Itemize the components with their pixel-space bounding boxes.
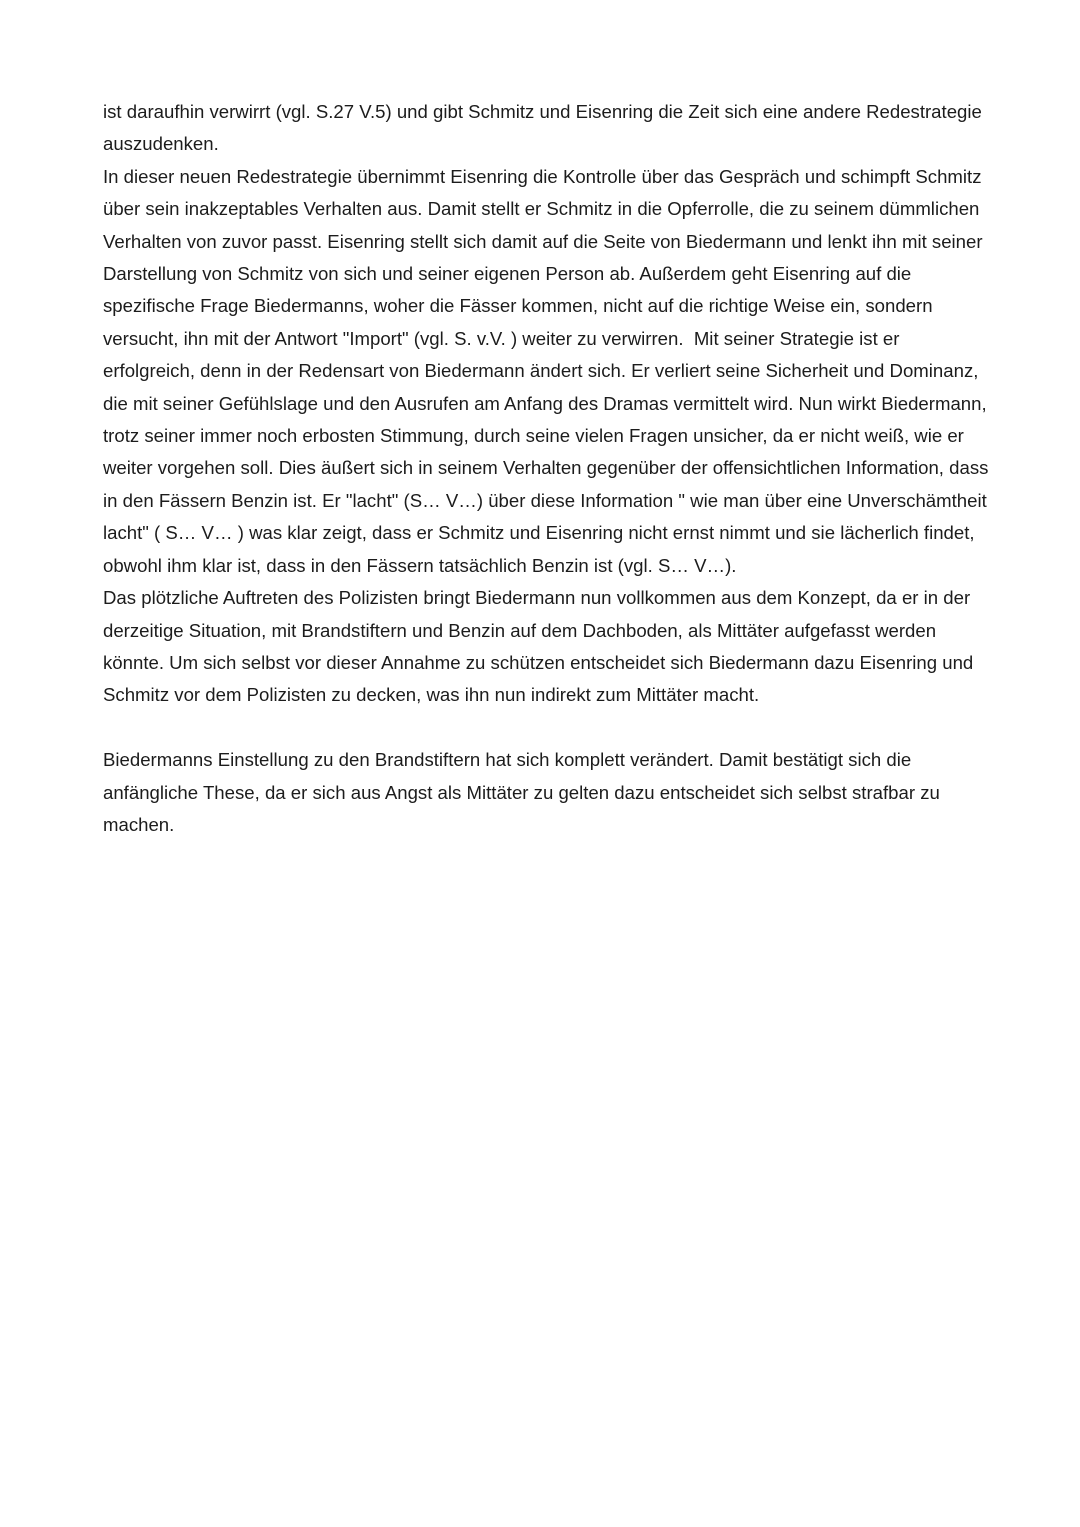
paragraph-polizist: Das plötzliche Auftreten des Polizisten bringt Biedermann nun vollkommen aus dem Konzept, da er in der derzeitige Situation, mit Brandstiftern und Benzin auf dem Dachboden, als Mittäter aufgefasst werden könnte. Um sich selbst vor dieser Annahme zu schützen entscheidet sich Biedermann dazu Eisenring und Schmitz vor dem Polizisten zu decken, was ihn nun indirekt zum Mittäter macht. [103,587,979,706]
paragraph-redestrategie: In dieser neuen Redestrategie übernimmt Eisenring die Kontrolle über das Gespräch und schimpft Schmitz über sein inakzeptables Verhalten aus. Damit stellt er Schmitz in die Opferrolle, die zu seinem dümmlichen Verhalten von zuvor passt. Eisenring stellt sich damit auf die Seite von Biedermann und lenkt ihn mit seiner Darstellung von Schmitz von sich und seiner eigenen Person ab. Außerdem geht Eisenring auf die spezifische Frage Biedermanns, woher die Fässer kommen, nicht auf die richtige Weise ein, sondern versucht, ihn mit der Antwort "Import" (vgl. S. v.V. ) weiter zu verwirren. Mit seiner Strategie ist er erfolgreich, denn in der Redensart von Biedermann ändert sich. Er verliert seine Sicherheit und Dominanz, die mit seiner Gefühlslage und den Ausrufen am Anfang des Dramas vermittelt wird. Nun wirkt Biedermann, trotz seiner immer noch erbosten Stimmung, durch seine vielen Fragen unsicher, da er nicht weiß, wie er weiter vorgehen soll. Dies äußert sich in seinem Verhalten gegenüber der offensichtlichen Information, dass in den Fässern Benzin ist. Er "lacht" (S… V…) über diese Information " wie man über eine Unverschämtheit lacht" ( S… V… ) was klar zeigt, dass er Schmitz und Eisenring nicht ernst nimmt und sie lächerlich findet, obwohl ihm klar ist, dass in den Fässern tatsächlich Benzin ist (vgl. S… V…). [103,165,994,576]
paragraph-intro: ist daraufhin verwirrt (vgl. S.27 V.5) und gibt Schmitz und Eisenring die Zeit sich eine andere Redestrategie auszudenken. [103,101,988,155]
paragraph-spacer [103,712,993,744]
document-body [103,96,993,841]
paragraph-conclusion: Biedermanns Einstellung zu den Brandstiftern hat sich komplett verändert. Damit bestätigt sich die anfängliche These, da er sich aus Angst als Mittäter zu gelten dazu entscheidet sich selbst strafbar zu machen. [103,749,946,835]
